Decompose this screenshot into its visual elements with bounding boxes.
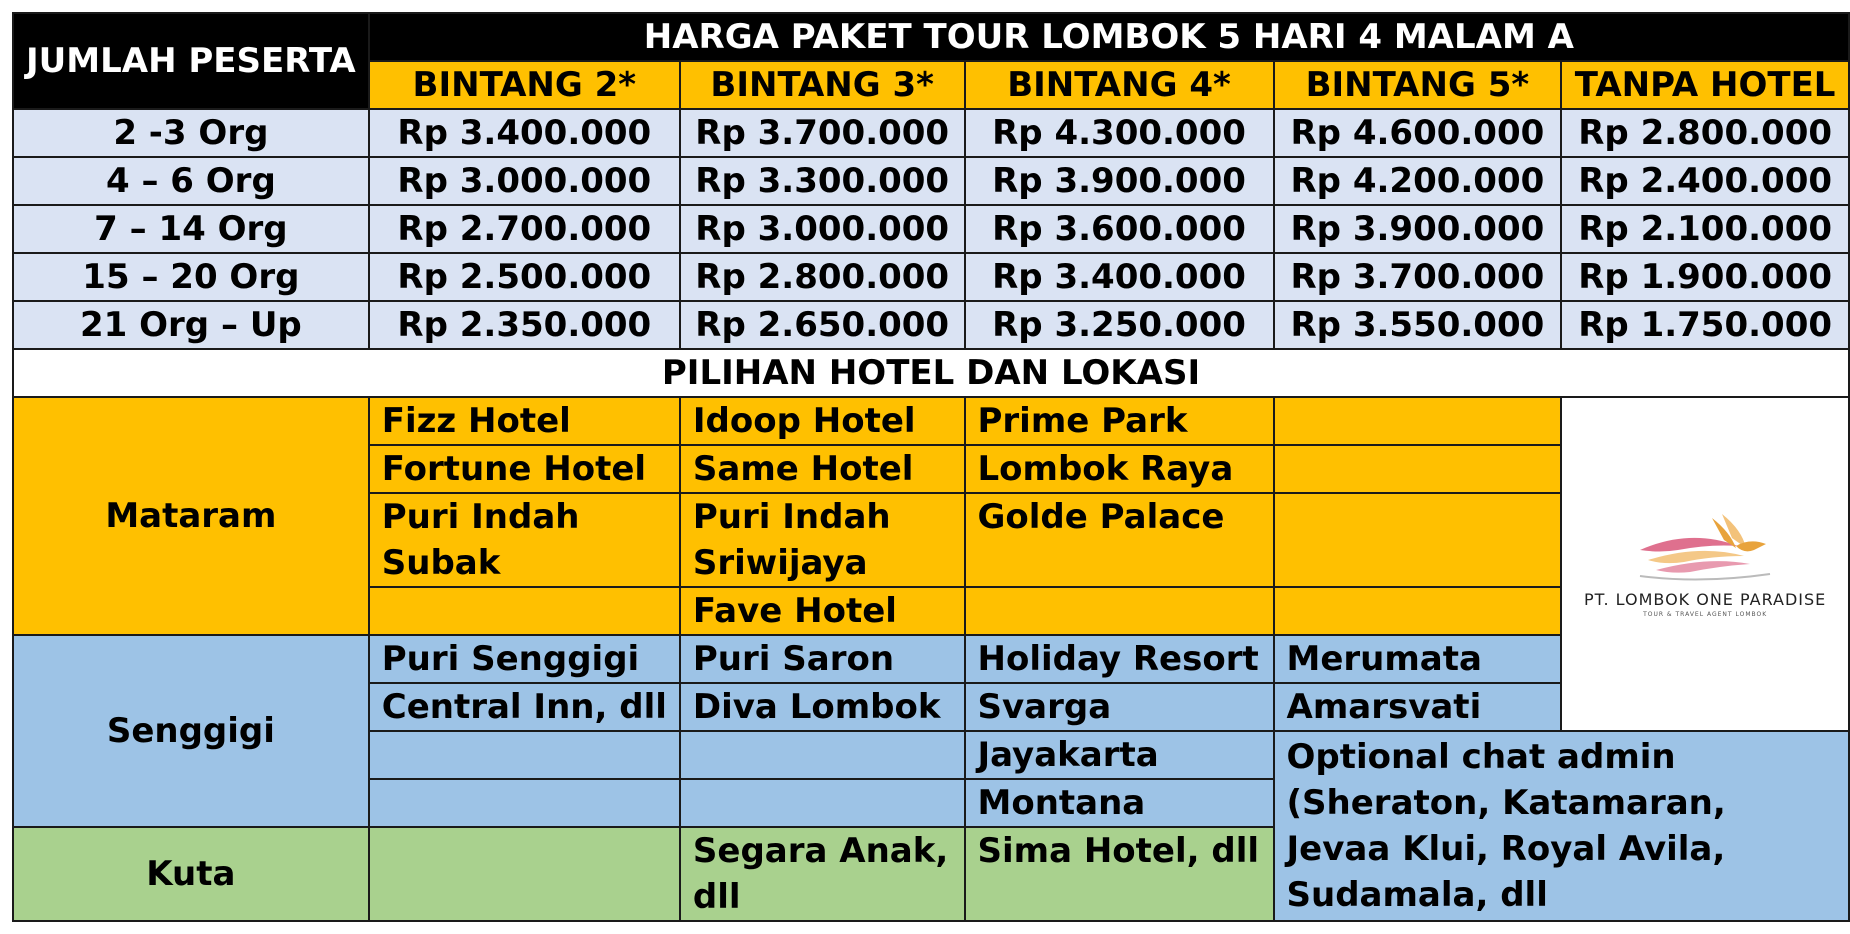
price-cell: Rp 2.800.000 <box>680 253 965 301</box>
group-size: 21 Org – Up <box>13 301 369 349</box>
column-header-tanpa-hotel: TANPA HOTEL <box>1561 61 1849 109</box>
optional-hotels-note: Optional chat admin (Sheraton, Katamaran, Jevaa Klui, Royal Avila, Sudamala, dll <box>1274 731 1849 921</box>
hotel-cell <box>369 731 680 779</box>
hotel-cell <box>680 731 965 779</box>
hotel-cell: Central Inn, dll <box>369 683 680 731</box>
hotel-cell: Fortune Hotel <box>369 445 680 493</box>
price-cell: Rp 1.900.000 <box>1561 253 1849 301</box>
section-title: PILIHAN HOTEL DAN LOKASI <box>13 349 1849 397</box>
logo-tagline: TOUR & TRAVEL AGENT LOMBOK <box>1643 610 1768 618</box>
group-size: 7 – 14 Org <box>13 205 369 253</box>
hotel-cell: Puri Indah Subak <box>369 493 680 587</box>
price-row <box>13 301 1849 349</box>
price-cell: Rp 4.200.000 <box>1274 157 1562 205</box>
price-cell: Rp 3.900.000 <box>965 157 1274 205</box>
hotel-cell: Amarsvati <box>1274 683 1562 731</box>
hotel-cell: Prime Park <box>965 397 1274 445</box>
hotel-cell: Puri Senggigi <box>369 635 680 683</box>
price-cell: Rp 2.100.000 <box>1561 205 1849 253</box>
location-mataram: Mataram <box>13 397 369 635</box>
hotel-cell: Montana <box>965 779 1274 827</box>
hotel-cell: Puri Saron <box>680 635 965 683</box>
price-cell: Rp 2.800.000 <box>1561 109 1849 157</box>
hotel-cell: Svarga <box>965 683 1274 731</box>
hotel-cell: Fizz Hotel <box>369 397 680 445</box>
group-size: 15 – 20 Org <box>13 253 369 301</box>
location-kuta: Kuta <box>13 827 369 921</box>
price-cell: Rp 3.400.000 <box>965 253 1274 301</box>
column-header-bintang-4: BINTANG 4* <box>965 61 1274 109</box>
price-cell: Rp 3.600.000 <box>965 205 1274 253</box>
price-cell: Rp 3.700.000 <box>1274 253 1562 301</box>
price-cell: Rp 2.400.000 <box>1561 157 1849 205</box>
hotel-cell <box>680 779 965 827</box>
company-logo <box>1561 397 1849 731</box>
hotel-cell <box>369 587 680 635</box>
price-row <box>13 205 1849 253</box>
hotel-cell <box>965 587 1274 635</box>
hotel-cell: Golde Palace <box>965 493 1274 587</box>
price-cell: Rp 3.250.000 <box>965 301 1274 349</box>
price-cell: Rp 2.350.000 <box>369 301 680 349</box>
hotel-cell: Fave Hotel <box>680 587 965 635</box>
hotel-cell <box>1274 587 1562 635</box>
group-size: 4 – 6 Org <box>13 157 369 205</box>
hotel-cell: Same Hotel <box>680 445 965 493</box>
jumlah-peserta-header: JUMLAH PESERTA <box>13 13 369 109</box>
hotel-cell: Jayakarta <box>965 731 1274 779</box>
price-cell: Rp 2.500.000 <box>369 253 680 301</box>
column-header-bintang-3: BINTANG 3* <box>680 61 965 109</box>
price-cell: Rp 2.650.000 <box>680 301 965 349</box>
column-header-bintang-5: BINTANG 5* <box>1274 61 1562 109</box>
hotel-cell: Diva Lombok <box>680 683 965 731</box>
price-cell: Rp 2.700.000 <box>369 205 680 253</box>
hotel-cell: Lombok Raya <box>965 445 1274 493</box>
hotel-cell <box>369 779 680 827</box>
price-row <box>13 109 1849 157</box>
price-cell: Rp 4.300.000 <box>965 109 1274 157</box>
price-cell: Rp 3.400.000 <box>369 109 680 157</box>
price-cell: Rp 3.700.000 <box>680 109 965 157</box>
hotel-cell <box>1274 445 1562 493</box>
group-size: 2 -3 Org <box>13 109 369 157</box>
price-cell: Rp 4.600.000 <box>1274 109 1562 157</box>
tour-price-table <box>12 12 1850 922</box>
price-cell: Rp 3.550.000 <box>1274 301 1562 349</box>
logo-company-name: PT. LOMBOK ONE PARADISE <box>1583 589 1827 609</box>
hotel-cell: Idoop Hotel <box>680 397 965 445</box>
hotel-cell: Sima Hotel, dll <box>965 827 1274 921</box>
hotel-cell: Puri Indah Sriwijaya <box>680 493 965 587</box>
price-cell: Rp 3.000.000 <box>369 157 680 205</box>
bird-logo-icon <box>1620 510 1790 590</box>
price-cell: Rp 3.300.000 <box>680 157 965 205</box>
hotel-cell <box>369 827 680 921</box>
price-cell: Rp 3.900.000 <box>1274 205 1562 253</box>
table-title: HARGA PAKET TOUR LOMBOK 5 HARI 4 MALAM A <box>369 13 1849 61</box>
price-cell: Rp 3.000.000 <box>680 205 965 253</box>
hotel-cell <box>1274 493 1562 587</box>
price-cell: Rp 1.750.000 <box>1561 301 1849 349</box>
hotel-cell: Holiday Resort <box>965 635 1274 683</box>
hotel-cell <box>1274 397 1562 445</box>
hotel-cell: Merumata <box>1274 635 1562 683</box>
column-header-bintang-2: BINTANG 2* <box>369 61 680 109</box>
hotel-cell: Segara Anak, dll <box>680 827 965 921</box>
price-row <box>13 157 1849 205</box>
price-row <box>13 253 1849 301</box>
location-senggigi: Senggigi <box>13 635 369 827</box>
